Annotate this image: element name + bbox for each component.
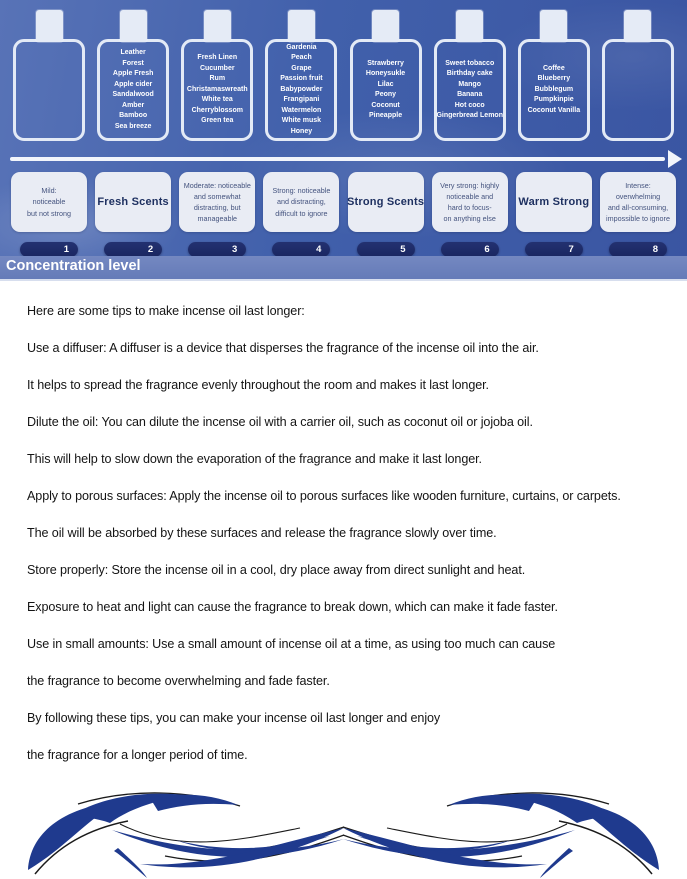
bottle-body (265, 39, 337, 141)
level-description: Strong: noticeable and distracting, difficult to ignore (272, 186, 331, 218)
level-number: 1 (63, 244, 69, 255)
tip-line: Use in small amounts: Use a small amount of incense oil at a time, as using too much can cause (27, 637, 556, 651)
level-box-4 (263, 172, 339, 232)
concentration-level-label: Concentration level (6, 258, 141, 274)
right-arrow-icon (668, 150, 682, 168)
tip-line: Use a diffuser: A diffuser is a device that disperses the fragrance of the incense oil into the air. (27, 341, 539, 355)
scent-list: Leather Forest Apple Fresh Apple cider Sandalwood Amber Bamboo Sea breeze (112, 49, 154, 130)
level-number-pill (20, 242, 78, 257)
level-number-pill (272, 242, 330, 257)
level-label: Warm Strong (518, 196, 590, 208)
level-numbers-row (0, 242, 687, 257)
bottle-cap (288, 10, 315, 42)
tip-line: This will help to slow down the evaporation of the fragrance and make it last longer. (27, 452, 482, 466)
level-description: Mild: noticeable but not strong (27, 186, 71, 218)
level-number: 7 (568, 244, 574, 255)
bottle-cap (624, 10, 651, 42)
flourish-right-half (343, 793, 659, 878)
bottle (95, 10, 171, 141)
level-label: Fresh Scents (97, 196, 169, 208)
level-number-pill (357, 242, 415, 257)
scent-list: Sweet tobacco Birthday cake Mango Banana Hot coco Gingerbread Lemon (436, 59, 503, 119)
scent-list: Gardenia Peach Grape Passion fruit Babypowder Frangipani Watermelon White musk Honey (280, 43, 323, 135)
tips-section (0, 281, 687, 784)
level-box-3 (179, 172, 255, 232)
level-box-2 (95, 172, 171, 232)
tip-line: Dilute the oil: You can dilute the incense oil with a carrier oil, such as coconut oil or jojoba oil. (27, 415, 533, 429)
bottle (263, 10, 339, 141)
flourish-left-half (28, 793, 344, 878)
level-number: 4 (316, 244, 322, 255)
level-number-pill (104, 242, 162, 257)
level-label: Strong Scents (346, 196, 425, 208)
tip-line: Exposure to heat and light can cause the fragrance to break down, which can make it fade faster. (27, 600, 558, 614)
level-description: Moderate: noticeable and somewhat distracting, but manageable (183, 180, 251, 224)
level-number-pill (441, 242, 499, 257)
level-box-5 (348, 172, 424, 232)
level-description: Very strong: highly noticeable and hard to focus- on anything else (440, 180, 500, 224)
bottle-cap (36, 10, 63, 42)
bottle-cap (456, 10, 483, 42)
tip-line: By following these tips, you can make your incense oil last longer and enjoy (27, 711, 441, 725)
level-box-6 (432, 172, 508, 232)
bottle (11, 10, 87, 141)
bottle-body (97, 39, 169, 141)
level-description: Intense: overwhelming and all-consuming, impossible to ignore (606, 180, 670, 224)
concentration-banner (0, 0, 687, 281)
scale-arrow-line (10, 157, 665, 161)
level-box-7 (516, 172, 592, 232)
bottle-cap (372, 10, 399, 42)
bottle-body (181, 39, 253, 141)
level-box-8 (600, 172, 676, 232)
concentration-strip (0, 256, 687, 281)
level-number: 3 (231, 244, 238, 255)
bottle-body (518, 39, 590, 141)
level-number-pill (609, 242, 667, 257)
bottle-cap (120, 10, 147, 42)
bottles-row (0, 10, 687, 141)
level-number-pill (188, 242, 246, 257)
level-number: 8 (652, 244, 658, 255)
scent-list: Strawberry Honeysukle Lilac Peony Coconut Pineapple (365, 59, 406, 119)
bottle (600, 10, 676, 141)
level-number-pill (525, 242, 583, 257)
level-descriptions-row (0, 172, 687, 232)
bottle-cap (204, 10, 231, 42)
bottle (179, 10, 255, 141)
tip-line: It helps to spread the fragrance evenly throughout the room and makes it last longer. (27, 378, 489, 392)
tip-line: the fragrance to become overwhelming and fade faster. (27, 674, 330, 688)
bottle-body (434, 39, 506, 141)
bottle-cap (540, 10, 567, 42)
tip-line: Apply to porous surfaces: Apply the incense oil to porous surfaces like wooden furniture, curtains, or carpets. (27, 489, 621, 503)
bottle (348, 10, 424, 141)
bottle (432, 10, 508, 141)
level-number: 5 (400, 244, 406, 255)
tribal-flourish-graphic (0, 784, 687, 879)
bottle-body (350, 39, 422, 141)
level-number: 6 (484, 244, 490, 255)
level-number: 2 (147, 244, 154, 255)
tip-line: Here are some tips to make incense oil last longer: (27, 304, 305, 318)
tip-line: the fragrance for a longer period of time. (27, 748, 248, 762)
tip-line: Store properly: Store the incense oil in a cool, dry place away from direct sunlight and heat. (27, 563, 526, 577)
bottle-body (602, 39, 674, 141)
scent-list: Fresh Linen Cucumber Rum Christamaswreath White tea Cherryblossom Green tea (186, 54, 248, 125)
bottle (516, 10, 592, 141)
scent-list: Coffee Blueberry Bubblegum Pumpkinpie Coconut Vanilla (527, 64, 581, 114)
level-box-1 (11, 172, 87, 232)
bottle-body (13, 39, 85, 141)
tip-line: The oil will be absorbed by these surfaces and release the fragrance slowly over time. (27, 526, 497, 540)
